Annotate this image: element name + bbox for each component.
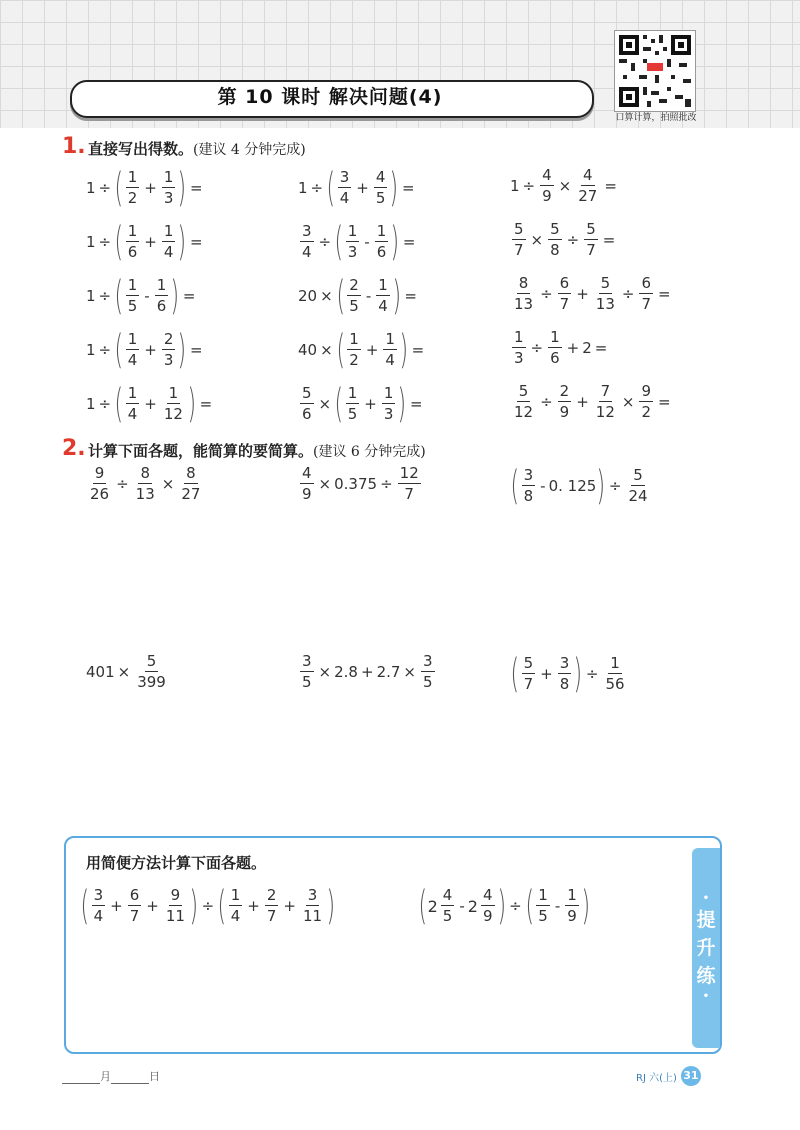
problem-2-3: ( 3 8 - 0. 125 ) ÷ $\frac{5}{24}$	[510, 463, 648, 509]
page-number: 31	[681, 1066, 701, 1086]
date-line	[62, 1068, 160, 1084]
problem-1-4: 1 ÷ ( 1 6 + $\frac{1}{4}$ ) =	[86, 219, 203, 265]
problem-2-6: ( 5 7 + $\frac{3}{8}$ ) ÷ $\frac{1}{56}$	[510, 651, 625, 697]
bonus-problem-1: ( 3 4 + $\frac{6}{7}$ + $\frac{9}{11}$ ) ÷ ( 1 4 + $\frac{2}{7}$ + $\frac{3}{11}$ )	[80, 883, 336, 929]
problem-1-13: 1 ÷ ( 1 4 + $\frac{1}{12}$ ) =	[86, 381, 213, 427]
section-2-title	[88, 440, 426, 461]
day-label: 日	[149, 1070, 160, 1083]
section-1-title	[88, 138, 306, 159]
edition-label: RJ 六(上)	[636, 1072, 677, 1084]
qr-caption: 口算计算，拍照批改	[615, 113, 697, 123]
problem-2-5: $\frac{3}{5}$ × 2.8 + 2.7 × $\frac{3}{5}$	[302, 652, 433, 691]
problem-1-8: 20 × ( 2 5 - 1 4 ) =	[298, 273, 417, 319]
bonus-title: 用简便方法计算下面各题。	[86, 854, 267, 872]
problem-1-7: 1 ÷ ( 1 5 - 1 6 ) =	[86, 273, 196, 319]
side-tab-char-3: 练	[696, 965, 716, 987]
problem-2-4: 401 × $\frac{5}{399}$	[86, 652, 166, 691]
problem-1-6: $\frac{5}{7}$ × $\frac{5}{8}$ ÷ $\frac{5}{7}$ =	[514, 220, 616, 259]
problem-1-14: $\frac{5}{6}$ × ( 1 5 + $\frac{1}{3}$ ) =	[302, 381, 423, 427]
problem-1-3: 1 ÷ $\frac{4}{9}$ × $\frac{4}{27}$ =	[510, 166, 617, 205]
section-2-title-text: 计算下面各题，能简算的要简算。	[88, 442, 314, 460]
problem-1-2: 1 ÷ ( 3 4 + $\frac{4}{5}$ ) =	[298, 165, 415, 211]
problem-2-1: $\frac{9}{26}$ ÷ $\frac{8}{13}$ × $\frac{8}{27}$	[90, 464, 201, 503]
problem-1-5: $\frac{3}{4}$ ÷ ( 1 3 - 1 6 ) =	[302, 219, 416, 265]
page-title: 第 10 课时 解决问题(4)	[217, 86, 443, 108]
side-tab-advanced-practice: • 提 升 练 •	[692, 848, 720, 1048]
side-tab-char-1: 提	[696, 909, 716, 931]
problem-1-1: 1 ÷ ( 1 2 + $\frac{1}{3}$ ) =	[86, 165, 203, 211]
problem-1-11: 40 × ( 1 2 + $\frac{1}{4}$ ) =	[298, 327, 425, 373]
section-1-number: 1.	[62, 134, 86, 159]
problem-1-12: $\frac{1}{3}$ ÷ $\frac{1}{6}$ + 2 =	[514, 328, 608, 367]
section-1-hint: (建议 4 分钟完成)	[193, 142, 306, 158]
month-label: 月	[100, 1070, 111, 1083]
section-2-hint: (建议 6 分钟完成)	[313, 444, 426, 460]
problem-1-9: $\frac{8}{13}$ ÷ $\frac{6}{7}$ + $\frac{5}{13}$ ÷ $\frac{6}{7}$ =	[514, 274, 671, 313]
problem-2-2: $\frac{4}{9}$ × 0.375 ÷ $\frac{12}{7}$	[302, 464, 419, 503]
section-1-title-text: 直接写出得数。	[88, 140, 194, 158]
side-tab-char-2: 升	[696, 937, 716, 959]
problem-1-15: $\frac{5}{12}$ ÷ $\frac{2}{9}$ + $\frac{7}{12}$ × $\frac{9}{2}$ =	[514, 382, 671, 421]
qr-code-icon[interactable]	[614, 30, 696, 112]
page-footer	[636, 1066, 701, 1086]
section-2-number: 2.	[62, 436, 86, 461]
bonus-problem-2: ( 2 4 5 - 2 4 9 ) ÷ ( 1 5 - 1 9 )	[418, 883, 590, 929]
problem-1-10: 1 ÷ ( 1 4 + $\frac{2}{3}$ ) =	[86, 327, 203, 373]
